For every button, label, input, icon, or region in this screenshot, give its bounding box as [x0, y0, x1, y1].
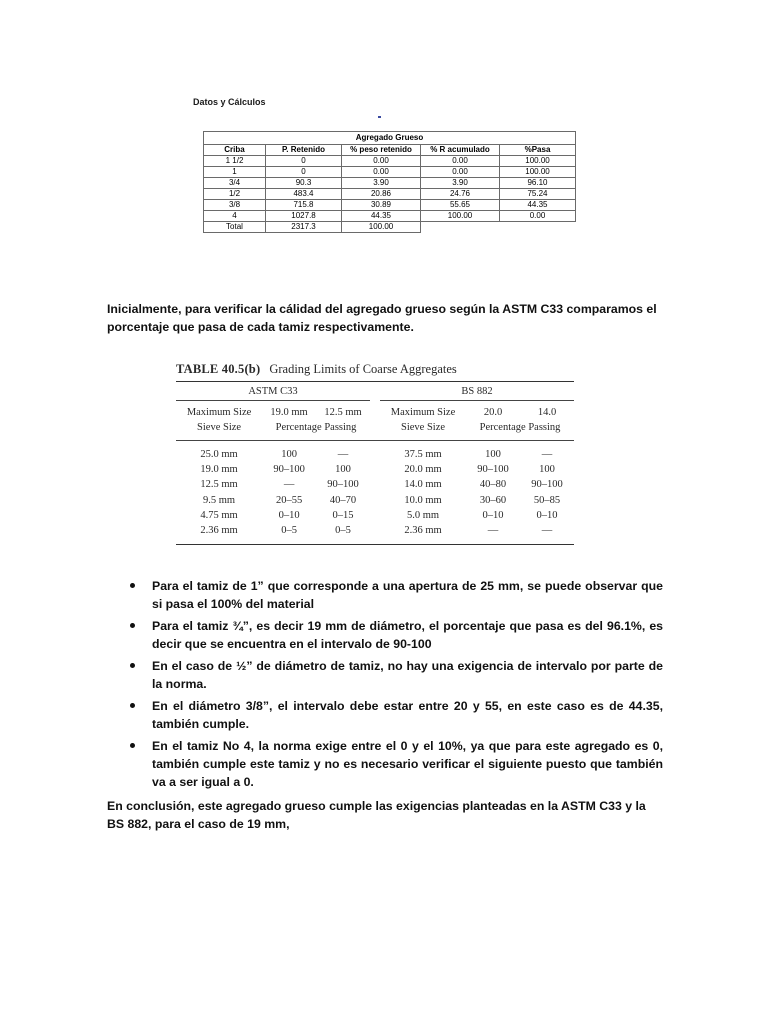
table-cell: 55.65	[421, 200, 500, 211]
bullet-icon	[130, 663, 135, 668]
table-cell: 0.00	[500, 211, 576, 222]
table-cell: 19.0 mm	[200, 464, 238, 476]
column-header: % peso retenido	[342, 145, 421, 156]
grading-limits-figure	[176, 362, 574, 545]
conclusion-paragraph: En conclusión, este agregado grueso cumple las exigencias planteadas en la ASTM C33 y la BS 882, para el caso de 19 mm,	[107, 799, 646, 831]
column-header: 20.0	[483, 407, 503, 418]
table-cell: 0.00	[421, 156, 500, 167]
table-cell: 0–10	[536, 509, 558, 521]
table-row	[204, 189, 576, 200]
table-cell: 1	[204, 167, 266, 178]
table-cell: 40–70	[329, 494, 357, 506]
table-row	[204, 156, 576, 167]
table-row	[176, 462, 574, 477]
table-cell: 24.76	[421, 189, 500, 200]
table-cell: 12.5 mm	[200, 479, 238, 491]
table-row	[176, 523, 574, 545]
bullet-icon	[130, 583, 135, 588]
table-cell: 37.5 mm	[404, 449, 442, 460]
list-item-text: En el tamiz No 4, la norma exige entre el 0 y el 10%, ya que para este agregado es 0, también cumple este tamiz y no es necesario verificar el siguiente puesto que también va a ser igual a 0.	[152, 739, 663, 789]
table-cell: 3.90	[342, 178, 421, 189]
table-cell: 4.75 mm	[200, 509, 238, 521]
column-header: % R acumulado	[421, 145, 500, 156]
table-row	[176, 477, 574, 492]
bullet-list	[130, 577, 663, 795]
table-cell: 0–5	[281, 525, 297, 537]
table-cell: —	[337, 449, 349, 460]
table-header-row	[204, 145, 576, 156]
empty-cell	[500, 222, 576, 233]
table-cell: 0–15	[332, 509, 354, 521]
table-cell: 96.10	[500, 178, 576, 189]
table-cell: 90.3	[266, 178, 342, 189]
table-cell: 3.90	[421, 178, 500, 189]
table-row	[204, 178, 576, 189]
column-header: Maximum Size	[390, 407, 456, 418]
table-cell: 90–100	[477, 464, 509, 476]
table-cell: 20.86	[342, 189, 421, 200]
list-item-text: Para el tamiz de 1” que corresponde a una apertura de 25 mm, se puede observar que si pasa el 100% del material	[152, 579, 663, 611]
table-cell: 14.0 mm	[404, 479, 442, 491]
header-row-2	[176, 420, 574, 441]
list-item-text: En el diámetro 3/8”, el intervalo debe estar entre 20 y 55, en este caso es de 44.35, también cumple.	[152, 699, 663, 731]
table-row	[204, 211, 576, 222]
table-cell: 3/8	[204, 200, 266, 211]
table-row	[176, 441, 574, 463]
list-item-text: Para el tamiz ¾”, es decir 19 mm de diámetro, el porcentaje que pasa es del 96.1%, es decir que se encuentra en el intervalo de 90-100	[152, 619, 663, 651]
table-cell: 2317.3	[266, 222, 342, 233]
bullet-icon	[130, 743, 135, 748]
column-header: %Pasa	[500, 145, 576, 156]
table-cell: —	[541, 525, 553, 537]
table-cell: 44.35	[500, 200, 576, 211]
header-row-1	[176, 401, 574, 421]
table-cell: 100.00	[342, 222, 421, 233]
list-item-text: En el caso de ½” de diámetro de tamiz, no hay una exigencia de intervalo por parte de la norma.	[152, 659, 663, 691]
table-cell: 1027.8	[266, 211, 342, 222]
table-cell: 5.0 mm	[406, 509, 440, 521]
standard-bs: BS 882	[380, 382, 574, 401]
table-caption-row	[204, 132, 576, 145]
table-cell: 1 1/2	[204, 156, 266, 167]
table-cell: —	[487, 525, 499, 537]
table-cell: 9.5 mm	[203, 494, 236, 506]
column-header: Percentage Passing	[262, 420, 370, 441]
table-cell: 0	[266, 167, 342, 178]
bullet-icon	[130, 623, 135, 628]
stray-mark	[378, 116, 381, 118]
table-cell: 25.0 mm	[200, 449, 238, 460]
table-row	[204, 167, 576, 178]
intro-paragraph: Inicialmente, para verificar la cálidad del agregado grueso según la ASTM C33 comparamos el porcentaje que pasa de cada tamiz respectivamente.	[107, 302, 657, 334]
table-cell: 100.00	[421, 211, 500, 222]
table-cell: 75.24	[500, 189, 576, 200]
coarse-aggregate-table	[203, 131, 576, 233]
list-item	[130, 617, 663, 653]
column-header: 19.0 mm	[270, 407, 308, 418]
section-title: Datos y Cálculos	[193, 97, 266, 107]
table-number: TABLE 40.5(b)	[176, 362, 261, 376]
table-cell: 0–10	[278, 509, 300, 521]
table-cell: 483.4	[266, 189, 342, 200]
table-row	[204, 200, 576, 211]
table-cell: 2.36 mm	[404, 525, 442, 537]
table-cell: 100.00	[500, 167, 576, 178]
column-header: Sieve Size	[380, 420, 466, 441]
table-cell: Total	[204, 222, 266, 233]
table-cell: 30–60	[479, 494, 507, 506]
table-cell: 90–100	[327, 479, 359, 491]
column-header: 12.5 mm	[324, 407, 362, 418]
table-cell: 30.89	[342, 200, 421, 211]
table-cell: 90–100	[531, 479, 563, 491]
table-cell: 0.00	[342, 167, 421, 178]
table-cell: 100	[281, 449, 297, 460]
table-cell: 0	[266, 156, 342, 167]
table-name: Grading Limits of Coarse Aggregates	[269, 362, 457, 376]
column-header: Maximum Size	[186, 407, 252, 418]
table-total-row	[204, 222, 576, 233]
table-cell: 20.0 mm	[404, 464, 442, 476]
table-cell: 100	[539, 464, 555, 476]
table-cell: 0.00	[342, 156, 421, 167]
table-cell: 100.00	[500, 156, 576, 167]
column-header: 14.0	[537, 407, 557, 418]
table-cell: —	[283, 479, 295, 491]
grading-limits-table	[176, 381, 574, 545]
table-cell: 1/2	[204, 189, 266, 200]
table-cell: 90–100	[273, 464, 305, 476]
table-cell: 100	[335, 464, 351, 476]
empty-cell	[421, 222, 500, 233]
table-cell: 2.36 mm	[200, 525, 238, 537]
table-cell: —	[541, 449, 553, 460]
column-header: Criba	[204, 145, 266, 156]
list-item	[130, 697, 663, 733]
column-header: Percentage Passing	[466, 420, 574, 441]
standards-row	[176, 382, 574, 401]
table-row	[176, 508, 574, 523]
table-caption: Agregado Grueso	[204, 132, 576, 145]
table-row	[176, 493, 574, 508]
table-cell: 44.35	[342, 211, 421, 222]
list-item	[130, 577, 663, 613]
table-cell: 0–5	[335, 525, 351, 537]
table-cell: 715.8	[266, 200, 342, 211]
table-cell: 3/4	[204, 178, 266, 189]
column-header: P. Retenido	[266, 145, 342, 156]
table-cell: 10.0 mm	[404, 494, 442, 506]
table-cell: 40–80	[479, 479, 507, 491]
table-cell: 20–55	[275, 494, 303, 506]
column-header: Sieve Size	[176, 420, 262, 441]
list-item	[130, 737, 663, 791]
standard-astm: ASTM C33	[176, 382, 370, 401]
table-cell: 4	[204, 211, 266, 222]
table-title	[176, 362, 574, 377]
table-cell: 0.00	[421, 167, 500, 178]
table-cell: 50–85	[533, 494, 561, 506]
bullet-icon	[130, 703, 135, 708]
table-cell: 0–10	[482, 509, 504, 521]
table-cell: 100	[485, 449, 501, 460]
list-item	[130, 657, 663, 693]
